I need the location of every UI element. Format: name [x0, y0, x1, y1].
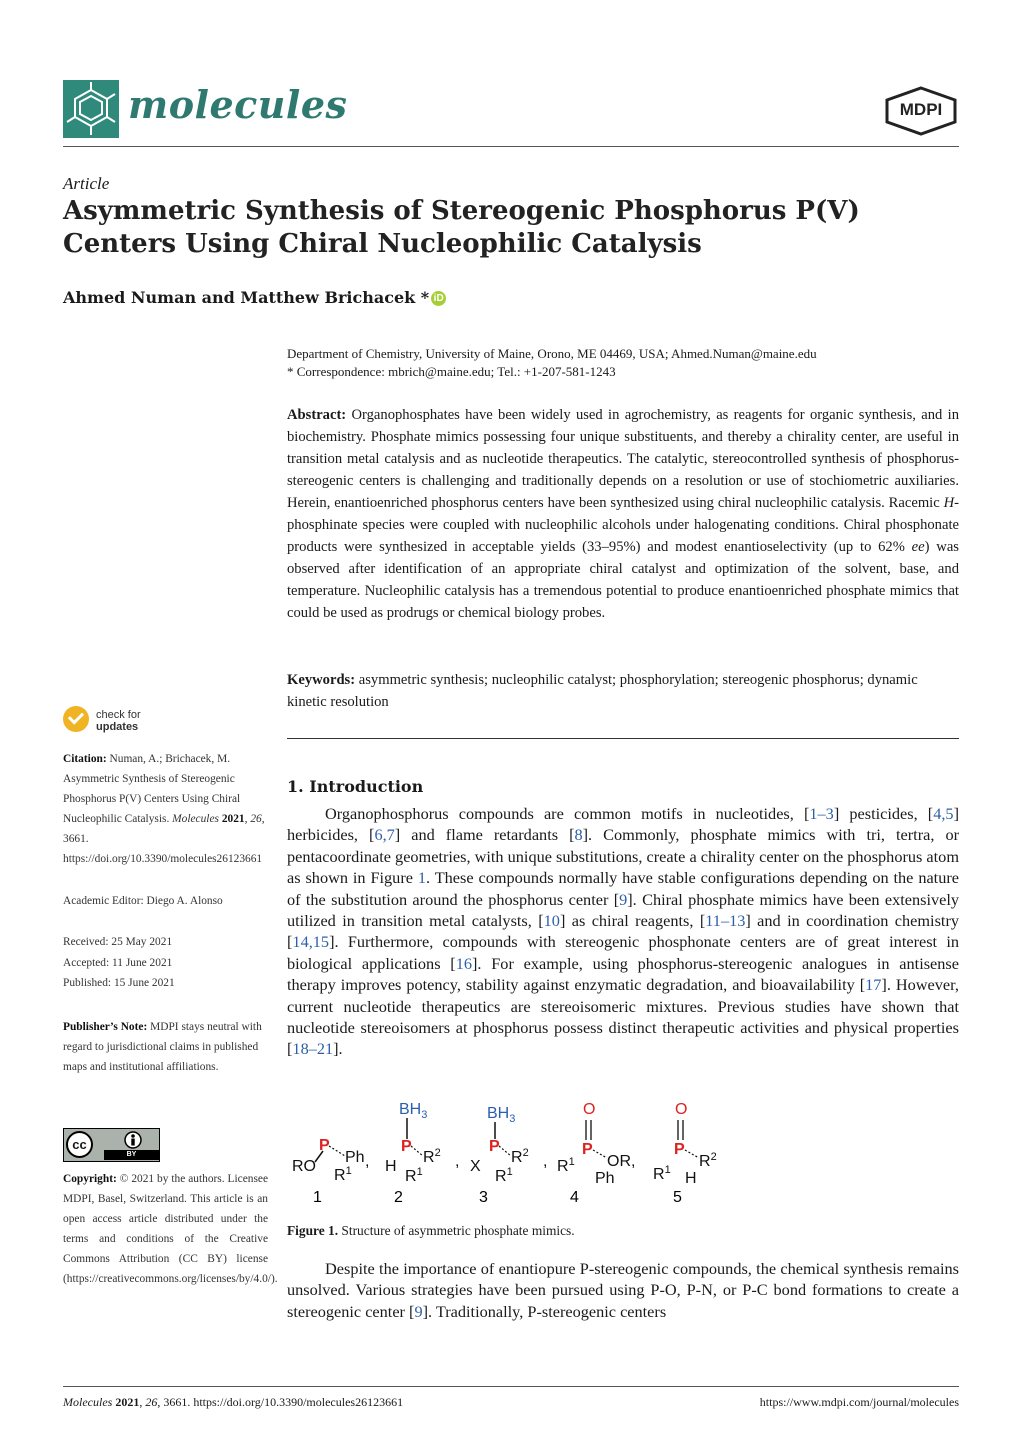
citation: Citation: Numan, A.; Brichacek, M. Asymmetric Synthesis of Stereogenic Phosphorus P(V) Centers Using Chiral Nucleophilic Catalysis. Molecules 2021, 26, 3661. https://doi.org/10.3390/molecules26123661 [63, 753, 265, 865]
compound-number: 3 [479, 1189, 488, 1206]
paragraph-text: . These compounds normally have stable configurations depending on the nature of the substitution around the phosphorus center [ [287, 868, 959, 909]
paragraph-text: Despite the importance of enantiopure P-stereogenic compounds, the chemical synthesis remains unsolved. Various strategies have been pursued using P-O, P-N, or P-C bond formations to create a stereogenic center [ [287, 1259, 959, 1321]
svg-text:R1: $R^1$ [495, 1166, 513, 1185]
svg-text:,: , [365, 1153, 370, 1170]
paragraph-text: ]. For example, using phosphorus-stereogenic analogues in antisense therapy improves potency, stability against enzymatic degradation, and bioavailability [ [287, 953, 959, 995]
reference-link[interactable]: 8 [574, 825, 583, 845]
keywords-label: Keywords: [287, 672, 356, 688]
figure-caption-label: Figure 1. [287, 1223, 339, 1238]
svg-text:P: P [319, 1137, 330, 1154]
reference-link[interactable]: 1–3 [809, 804, 834, 823]
abstract-text: Organophosphates have been widely used in agrochemistry, as reagents for organic synthesis, and in biochemistry. Phosphate mimics possessing four unique substituents, and thereby a chirality center, are useful in transition metal catalysis and as nucleotide therapeutics. The catalytic, stereocontrolled synthesis of phosphorus-stereogenic centers is challenging and traditionally depends on a resolution or use of stochiometric auxiliaries. Herein, enantioenriched phosphorus centers have been synthesized using chiral nucleophilic catalysis. Racemic [287, 407, 959, 511]
authors [63, 288, 446, 307]
reference-link[interactable]: 18–21 [292, 1039, 334, 1059]
svg-text:H: H [385, 1158, 397, 1175]
paragraph-text: ]. Traditionally, P-stereogenic centers [422, 1301, 667, 1321]
cc-by-license-badge[interactable] [63, 1128, 160, 1162]
svg-text:R2: $R^2$ [699, 1151, 717, 1170]
citation-journal: Molecules [172, 813, 219, 825]
paragraph-text: ]. Furthermore, compounds with stereogenic phosphonate centers are of great interest in biological applications [ [287, 932, 959, 973]
figure-caption [287, 1223, 575, 1239]
svg-text:X: X [470, 1158, 481, 1175]
footer-year: 2021 [115, 1395, 140, 1409]
reference-link[interactable]: 9 [414, 1301, 423, 1321]
svg-text:R1: $R^1$ [405, 1166, 423, 1185]
footer-journal-url[interactable]: https://www.mdpi.com/journal/molecules [759, 1395, 959, 1409]
svg-text:Ph: Ph [595, 1170, 615, 1187]
compound-number: 1 [313, 1189, 322, 1206]
footer-doi[interactable]: , 3661. https://doi.org/10.3390/molecules26123661 [157, 1395, 404, 1409]
keywords [287, 669, 959, 713]
svg-text:P: P [401, 1138, 412, 1155]
figure-caption-text: Structure of asymmetric phosphate mimics. [338, 1223, 575, 1238]
svg-text:P: P [489, 1138, 500, 1155]
cc-icon: cc [66, 1131, 93, 1158]
article-title: Asymmetric Synthesis of Stereogenic Phosphorus P(V) Centers Using Chiral Nucleophilic Catalysis [63, 196, 860, 259]
paragraph-text: ]. Chiral phosphate mimics have been extensively utilized in transition metal catalysts, [ [287, 889, 959, 931]
publisher-note [63, 1017, 268, 1077]
citation-text: Numan, A.; Brichacek, M. Asymmetric Synthesis of Stereogenic Phosphorus P(V) Centers Using Chiral Nucleophilic Catalysis. [63, 753, 241, 825]
citation-doi[interactable]: , 3661. https://doi.org/10.3390/molecules26123661 [63, 813, 265, 865]
keywords-text: asymmetric synthesis; nucleophilic catalyst; phosphorylation; stereogenic phosphorus; dynamic kinetic resolution [287, 672, 918, 710]
abstract-text-italic: H [943, 495, 955, 511]
footer-volume: 26 [145, 1395, 158, 1409]
figure-1-structures [287, 1094, 737, 1209]
footer-rule [63, 1386, 959, 1387]
paragraph-text: ]. [333, 1039, 343, 1059]
compound-number: 2 [394, 1189, 403, 1206]
svg-text:P: P [674, 1141, 685, 1158]
reference-link[interactable]: 9 [619, 889, 628, 909]
reference-link[interactable]: 16 [455, 953, 472, 973]
abstract-text: -phosphinate species were coupled with nucleophilic alcohols under halogenating conditions. Chiral phosphonate products were synthesized in acceptable yields (33–95%) and modest enantioselectivity (up to 62% [287, 495, 959, 555]
svg-text:OR: OR [607, 1153, 631, 1170]
publisher-note-label: Publisher’s Note: [63, 1021, 148, 1033]
person-icon [110, 1131, 156, 1149]
reference-link[interactable]: 11–13 [705, 911, 746, 931]
published-date: Published: 15 June 2021 [63, 977, 175, 989]
reference-link[interactable]: 4,5 [933, 804, 954, 823]
check-updates-line1: check for [96, 709, 141, 721]
section-heading-introduction: 1. Introduction [287, 777, 424, 796]
copyright-text: © 2021 by the authors. Licensee MDPI, Basel, Switzerland. This article is an open access article distributed under the terms and conditions of the Creative Commons Attribution (CC BY) license (https://creativecommons.org/licenses/by/4.0/). [63, 1173, 278, 1285]
checkmark-icon [63, 706, 89, 732]
mdpi-logo [883, 86, 959, 136]
affiliation-block [287, 345, 967, 381]
section-rule [287, 738, 959, 739]
svg-text:R1: $R^1$ [557, 1156, 575, 1175]
svg-text:,: , [631, 1153, 636, 1170]
svg-text:P: P [582, 1141, 593, 1158]
copyright [63, 1169, 278, 1289]
mdpi-logo-text: MDPI [899, 100, 943, 119]
footer-citation: Molecules 2021, 26, 3661. https://doi.org/10.3390/molecules26123661 [63, 1395, 404, 1409]
author-names: Ahmed Numan and Matthew Brichacek * [63, 288, 430, 307]
svg-text:BH3: $BH_3$ [487, 1105, 516, 1125]
header-rule [63, 146, 959, 147]
check-updates-line2: updates [96, 721, 139, 733]
abstract [287, 404, 959, 624]
reference-link[interactable]: 1 [417, 868, 427, 888]
svg-text:,: , [455, 1153, 460, 1170]
paragraph-text: ]. Commonly, phosphate mimics with tri, tertra, or pentacoordinate geometries, with unique substitutions, create a chirality center on the phosphorus atom as shown in Figure [287, 825, 960, 888]
received-date: Received: 25 May 2021 [63, 936, 173, 948]
affiliation: Department of Chemistry, University of Maine, Orono, ME 04469, USA; Ahmed.Numan@maine.edu [287, 346, 817, 361]
svg-text:O: O [583, 1101, 596, 1118]
journal-logo-icon [63, 80, 119, 138]
svg-text:O: O [675, 1101, 688, 1118]
paragraph-text: ] and flame retardants [ [394, 825, 575, 845]
cc-by-label: BY [104, 1150, 159, 1160]
accepted-date: Accepted: 11 June 2021 [63, 957, 173, 969]
reference-link[interactable]: 17 [865, 975, 882, 995]
copyright-label: Copyright: [63, 1173, 117, 1185]
svg-text:Ph: Ph [345, 1149, 365, 1166]
intro-paragraph-2 [287, 1258, 959, 1322]
paragraph-text: ]. However, current nucleotide therapeutics are stereoisomeric mixtures. Previous studies have shown that nucleotide stereoisomers at phosphorus possess distinct therapeutic activities and physical properties [ [287, 975, 959, 1059]
citation-volume: 26 [250, 813, 262, 825]
footer-journal: Molecules [63, 1395, 113, 1409]
svg-text:R1: $R^1$ [653, 1164, 671, 1183]
svg-text:RO: RO [292, 1158, 316, 1175]
svg-text:R2: $R^2$ [511, 1147, 529, 1166]
paragraph-text: ] and in coordination chemistry [ [287, 911, 960, 952]
abstract-text: ) was observed after identification of an appropriate chiral catalyst and optimization of the solvent, base, and temperature. Nucleophilic catalysis has a tremendous potential to produce enantioenriched phosphate mimics that could be used as prodrugs or chemical biology probes. [287, 539, 959, 621]
publisher-note-text: MDPI stays neutral with regard to jurisdictional claims in published maps and institutional affiliations. [63, 1021, 262, 1073]
journal-name: molecules [128, 82, 348, 127]
reference-link[interactable]: 6,7 [374, 825, 395, 845]
svg-text:R1: $R^1$ [334, 1165, 352, 1184]
svg-text:R2: $R^2$ [423, 1147, 441, 1166]
abstract-text-italic: ee [911, 539, 925, 555]
orcid-icon[interactable]: iD [431, 291, 446, 306]
intro-paragraph-1 [287, 803, 959, 1060]
reference-link[interactable]: 14,15 [292, 932, 330, 952]
citation-year: 2021 [221, 813, 245, 825]
compound-number: 5 [673, 1189, 682, 1206]
paragraph-text: Organophosphorus compounds are common motifs in nucleotides, [ [325, 804, 810, 823]
reference-link[interactable]: 10 [543, 911, 560, 931]
article-type: Article [63, 174, 110, 193]
academic-editor: Academic Editor: Diego A. Alonso [63, 895, 223, 907]
correspondence: * Correspondence: mbrich@maine.edu; Tel.: +1-207-581-1243 [287, 364, 616, 379]
compound-number: 4 [570, 1189, 579, 1206]
paragraph-text: ] herbicides, [ [287, 804, 959, 845]
svg-text:BH3: $BH_3$ [399, 1101, 428, 1121]
paragraph-text: ] as chiral reagents, [ [559, 911, 706, 931]
abstract-label: Abstract: [287, 407, 347, 423]
svg-text:H: H [685, 1170, 697, 1187]
svg-text:,: , [543, 1153, 548, 1170]
citation-label: Citation: [63, 753, 107, 765]
paragraph-text: ] pesticides, [ [833, 804, 934, 823]
